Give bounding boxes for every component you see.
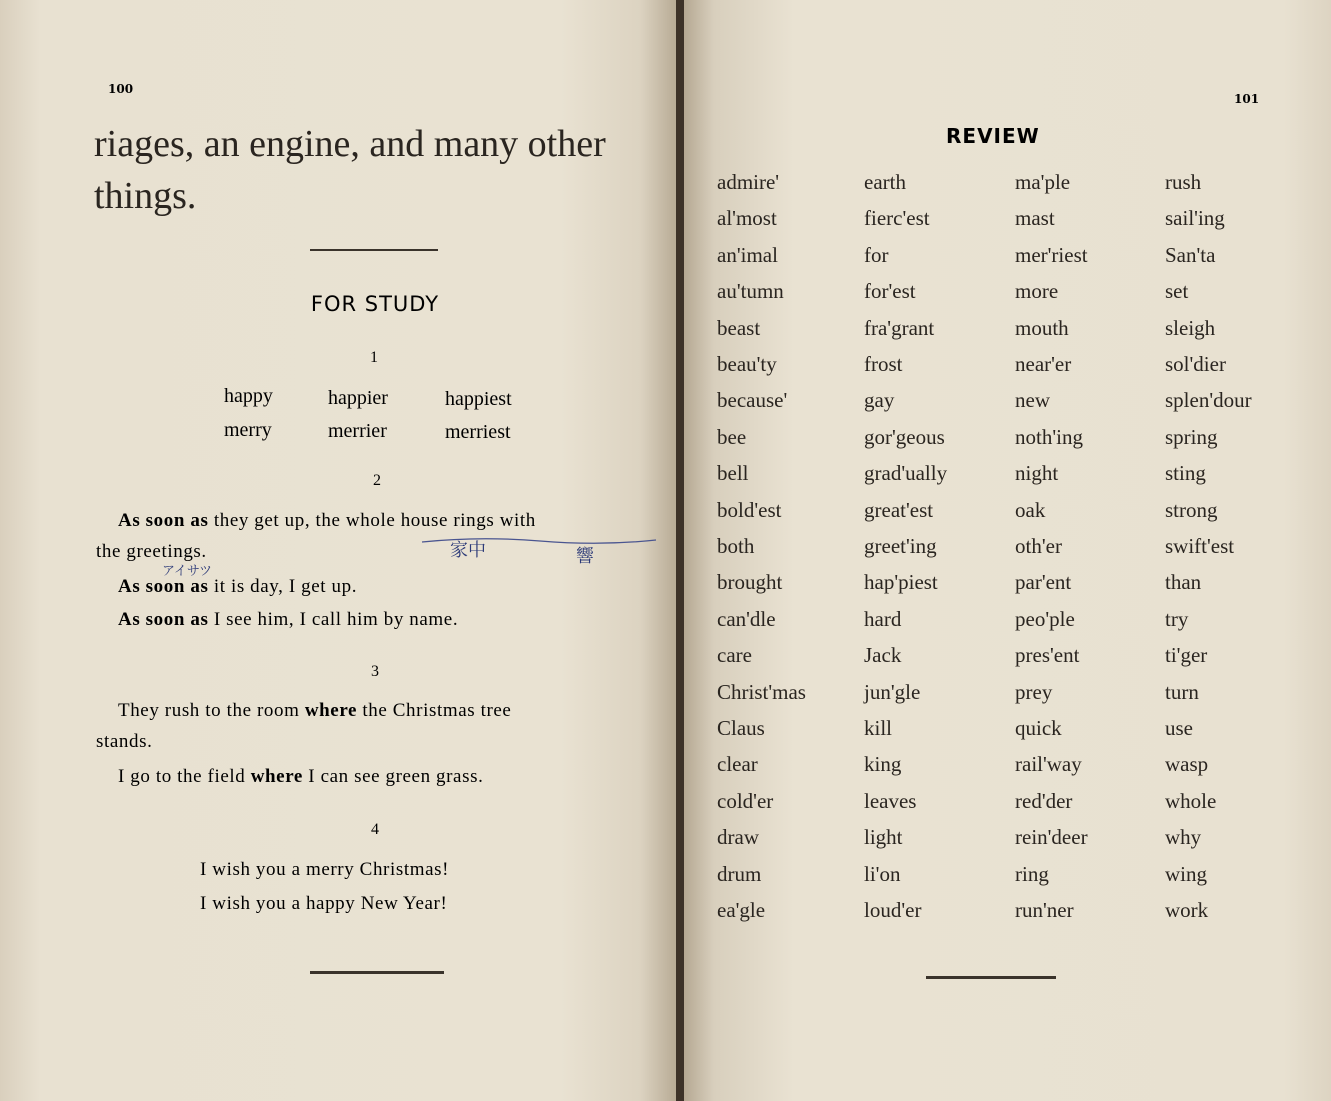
vocab-word: prey — [1015, 680, 1053, 704]
vocab-word: li'on — [864, 862, 901, 886]
study-title: FOR STUDY — [310, 292, 440, 316]
word-cell: happiest — [445, 388, 512, 410]
vocab-word: clear — [717, 752, 758, 776]
vocab-word: quick — [1015, 716, 1062, 740]
vocab-word: frost — [864, 352, 903, 376]
handwritten-annotation: 家中 — [450, 540, 486, 561]
word-cell: happy — [224, 385, 273, 407]
greeting-line: I wish you a merry Christmas! — [200, 859, 450, 880]
continued-line-2: things. — [94, 175, 197, 217]
vocab-word: grad'ually — [864, 461, 948, 485]
vocab-word: Christ'mas — [717, 680, 806, 704]
sentence-line: stands. — [96, 731, 153, 752]
word-cell: merriest — [445, 421, 511, 443]
page-number-right: 101 — [1234, 92, 1260, 106]
vocab-word: try — [1165, 607, 1189, 631]
vocab-word: bell — [717, 461, 749, 485]
vocab-word: jun'gle — [864, 680, 921, 704]
vocab-word: for'est — [864, 279, 916, 303]
review-title: REVIEW — [946, 124, 1040, 148]
vocab-word: new — [1015, 388, 1050, 412]
vocab-word: fierc'est — [864, 206, 930, 230]
vocab-word: oth'er — [1015, 534, 1062, 558]
sentence-line: As soon as I see him, I call him by name. — [118, 609, 459, 630]
divider-rule — [310, 249, 438, 251]
vocab-word: cold'er — [717, 789, 774, 813]
end-rule — [926, 976, 1056, 979]
vocab-word: fra'grant — [864, 316, 935, 340]
vocab-word: par'ent — [1015, 570, 1072, 594]
end-rule — [310, 971, 444, 974]
handwritten-annotation: アイサツ — [162, 564, 213, 579]
vocab-word: bold'est — [717, 498, 782, 522]
vocab-word: pres'ent — [1015, 643, 1080, 667]
vocab-word: mer'riest — [1015, 243, 1088, 267]
section-number-4: 4 — [371, 821, 379, 838]
vocab-word: splen'dour — [1165, 388, 1252, 412]
vocab-word: use — [1165, 716, 1193, 740]
vocab-word: earth — [864, 170, 906, 194]
vocab-word: light — [864, 825, 903, 849]
vocab-word: rein'deer — [1015, 825, 1088, 849]
vocab-word: Claus — [717, 716, 765, 740]
vocab-word: an'imal — [717, 243, 778, 267]
section-number-3: 3 — [371, 663, 379, 680]
vocab-word: sleigh — [1165, 316, 1216, 340]
vocab-word: more — [1015, 279, 1059, 303]
vocab-word: can'dle — [717, 607, 776, 631]
vocab-word: work — [1165, 898, 1209, 922]
sentence-line: the greetings. — [96, 541, 207, 562]
vocab-word: spring — [1165, 425, 1218, 449]
vocab-word: sail'ing — [1165, 206, 1225, 230]
vocab-word: gor'geous — [864, 425, 945, 449]
vocab-word: strong — [1165, 498, 1218, 522]
vocab-word: red'der — [1015, 789, 1073, 813]
vocab-word: night — [1015, 461, 1059, 485]
vocab-word: near'er — [1015, 352, 1072, 376]
vocab-word: both — [717, 534, 755, 558]
vocab-word: care — [717, 643, 752, 667]
page-number-left: 100 — [108, 82, 134, 96]
continued-text — [94, 118, 664, 222]
vocab-word: king — [864, 752, 902, 776]
vocab-word: leaves — [864, 789, 917, 813]
vocab-word: wing — [1165, 862, 1207, 886]
vocab-word: beast — [717, 316, 761, 340]
vocab-word: mast — [1015, 206, 1055, 230]
book-gutter — [676, 0, 684, 1101]
section-number-1: 1 — [370, 349, 378, 366]
vocab-word: San'ta — [1165, 243, 1216, 267]
vocab-word: rush — [1165, 170, 1202, 194]
vocab-word: au'tumn — [717, 279, 784, 303]
vocab-word: wasp — [1165, 752, 1209, 776]
sentence-line: As soon as they get up, the whole house rings with — [118, 510, 536, 531]
vocab-word: for — [864, 243, 889, 267]
vocab-word: why — [1165, 825, 1202, 849]
vocab-word: noth'ing — [1015, 425, 1083, 449]
handwritten-annotation: 響 — [576, 546, 594, 567]
vocab-word: hap'piest — [864, 570, 938, 594]
vocab-word: swift'est — [1165, 534, 1235, 558]
vocab-word: beau'ty — [717, 352, 777, 376]
vocab-word: al'most — [717, 206, 777, 230]
vocab-word: oak — [1015, 498, 1046, 522]
vocab-word: hard — [864, 607, 902, 631]
vocab-word: ea'gle — [717, 898, 766, 922]
greeting-line: I wish you a happy New Year! — [200, 893, 448, 914]
vocab-word: because' — [717, 388, 788, 412]
vocab-word: than — [1165, 570, 1202, 594]
vocab-word: ti'ger — [1165, 643, 1208, 667]
vocab-word: whole — [1165, 789, 1217, 813]
vocab-word: greet'ing — [864, 534, 937, 558]
vocab-word: drum — [717, 862, 762, 886]
handwritten-underline — [420, 532, 660, 552]
section-number-2: 2 — [373, 472, 381, 489]
word-cell: merry — [224, 419, 272, 441]
vocab-word: loud'er — [864, 898, 922, 922]
sentence-line: As soon as it is day, I get up. — [118, 576, 358, 597]
vocab-word: rail'way — [1015, 752, 1082, 776]
word-cell: merrier — [328, 420, 387, 442]
vocab-word: kill — [864, 716, 893, 740]
vocab-word: run'ner — [1015, 898, 1074, 922]
vocab-word: peo'ple — [1015, 607, 1075, 631]
vocab-word: bee — [717, 425, 747, 449]
vocab-word: Jack — [864, 643, 902, 667]
vocab-word: set — [1165, 279, 1189, 303]
word-cell: happier — [328, 387, 388, 409]
sentence-line: They rush to the room where the Christmas tree — [118, 700, 512, 721]
vocab-word: ma'ple — [1015, 170, 1071, 194]
vocab-word: mouth — [1015, 316, 1069, 340]
vocab-word: admire' — [717, 170, 780, 194]
vocab-word: gay — [864, 388, 895, 412]
vocab-word: turn — [1165, 680, 1199, 704]
vocab-word: sol'dier — [1165, 352, 1226, 376]
vocab-word: ring — [1015, 862, 1049, 886]
vocab-word: great'est — [864, 498, 934, 522]
vocab-word: draw — [717, 825, 759, 849]
continued-line-1: riages, an engine, and many other — [94, 123, 606, 165]
vocab-word: sting — [1165, 461, 1206, 485]
sentence-line: I go to the field where I can see green grass. — [118, 766, 484, 787]
vocab-word: brought — [717, 570, 783, 594]
